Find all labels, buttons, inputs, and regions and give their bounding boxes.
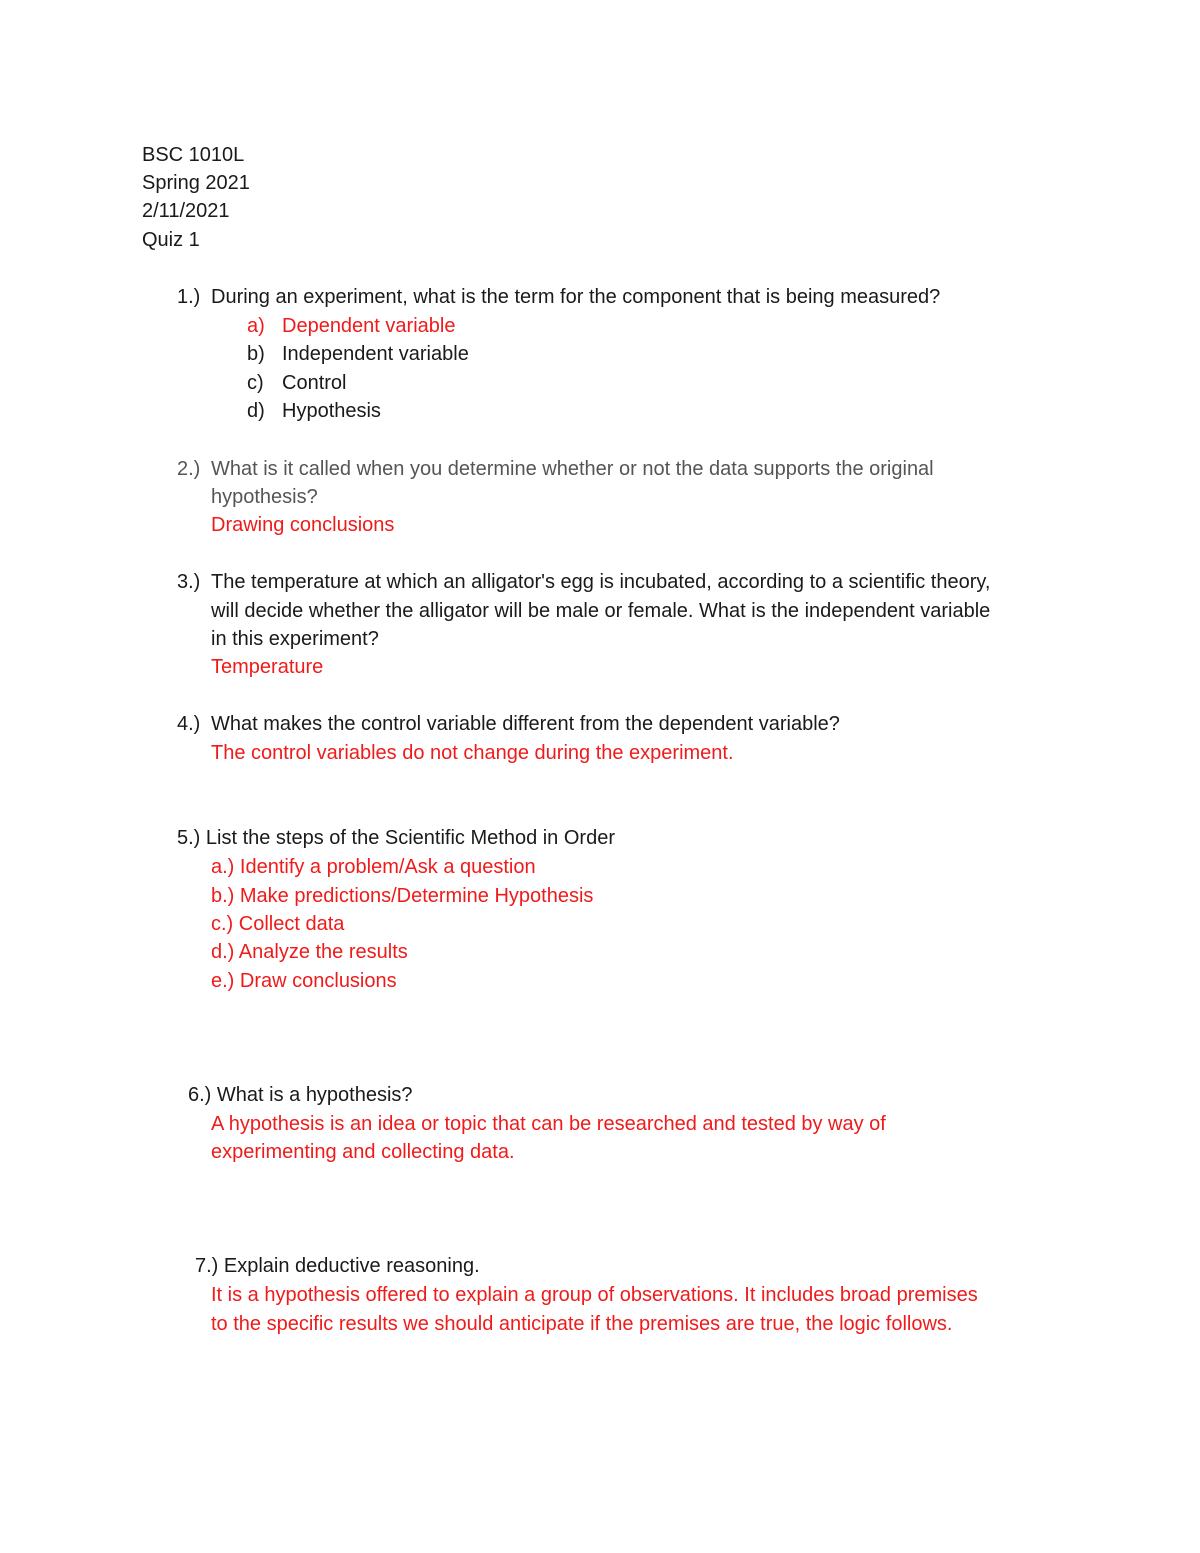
q5-step-a: a.) Identify a problem/Ask a question: [211, 856, 536, 878]
q2-number: 2.): [177, 458, 201, 480]
q7-answer-line-2: to the specific results we should anticipate if the premises are true, the logic follows.: [211, 1313, 953, 1335]
q4-text: What makes the control variable different from the dependent variable?: [211, 713, 840, 735]
q7-answer-line-1: It is a hypothesis offered to explain a group of observations. It includes broad premises: [211, 1284, 978, 1306]
q1-option-d-letter: d): [247, 400, 265, 422]
q3-answer: Temperature: [211, 656, 324, 678]
q5-step-e: e.) Draw conclusions: [211, 970, 397, 992]
q4-number: 4.): [177, 713, 201, 735]
q1-option-d-text: Hypothesis: [282, 400, 381, 422]
q1-option-c-letter: c): [247, 372, 264, 394]
q6-answer-line-2: experimenting and collecting data.: [211, 1141, 515, 1163]
q7-text: 7.) Explain deductive reasoning.: [195, 1255, 480, 1277]
q6-text: 6.) What is a hypothesis?: [188, 1084, 413, 1106]
q3-number: 3.): [177, 571, 201, 593]
q3-text-line-3: in this experiment?: [211, 628, 379, 650]
q3-text-line-1: The temperature at which an alligator's egg is incubated, according to a scientific theory,: [211, 571, 991, 593]
q5-text: 5.) List the steps of the Scientific Method in Order: [177, 827, 615, 849]
q5-step-c: c.) Collect data: [211, 913, 345, 935]
q1-option-b-letter: b): [247, 343, 265, 365]
quiz-title: Quiz 1: [142, 229, 200, 251]
q1-option-c-text: Control: [282, 372, 347, 394]
q4-answer: The control variables do not change during the experiment.: [211, 742, 734, 764]
q1-option-a-letter: a): [247, 315, 265, 337]
q1-text: During an experiment, what is the term for the component that is being measured?: [211, 286, 941, 308]
q3-text-line-2: will decide whether the alligator will be male or female. What is the independent variable: [211, 600, 991, 622]
q2-text-line-1: What is it called when you determine whether or not the data supports the original: [211, 458, 934, 480]
term: Spring 2021: [142, 172, 250, 194]
course-code: BSC 1010L: [142, 144, 245, 166]
q5-step-d: d.) Analyze the results: [211, 941, 408, 963]
q1-number: 1.): [177, 286, 201, 308]
q2-answer: Drawing conclusions: [211, 514, 395, 536]
q1-option-b-text: Independent variable: [282, 343, 469, 365]
q1-option-a-text: Dependent variable: [282, 315, 456, 337]
q2-text-line-2: hypothesis?: [211, 486, 318, 508]
date: 2/11/2021: [142, 200, 230, 222]
q5-step-b: b.) Make predictions/Determine Hypothesis: [211, 885, 594, 907]
q6-answer-line-1: A hypothesis is an idea or topic that can be researched and tested by way of: [211, 1113, 886, 1135]
